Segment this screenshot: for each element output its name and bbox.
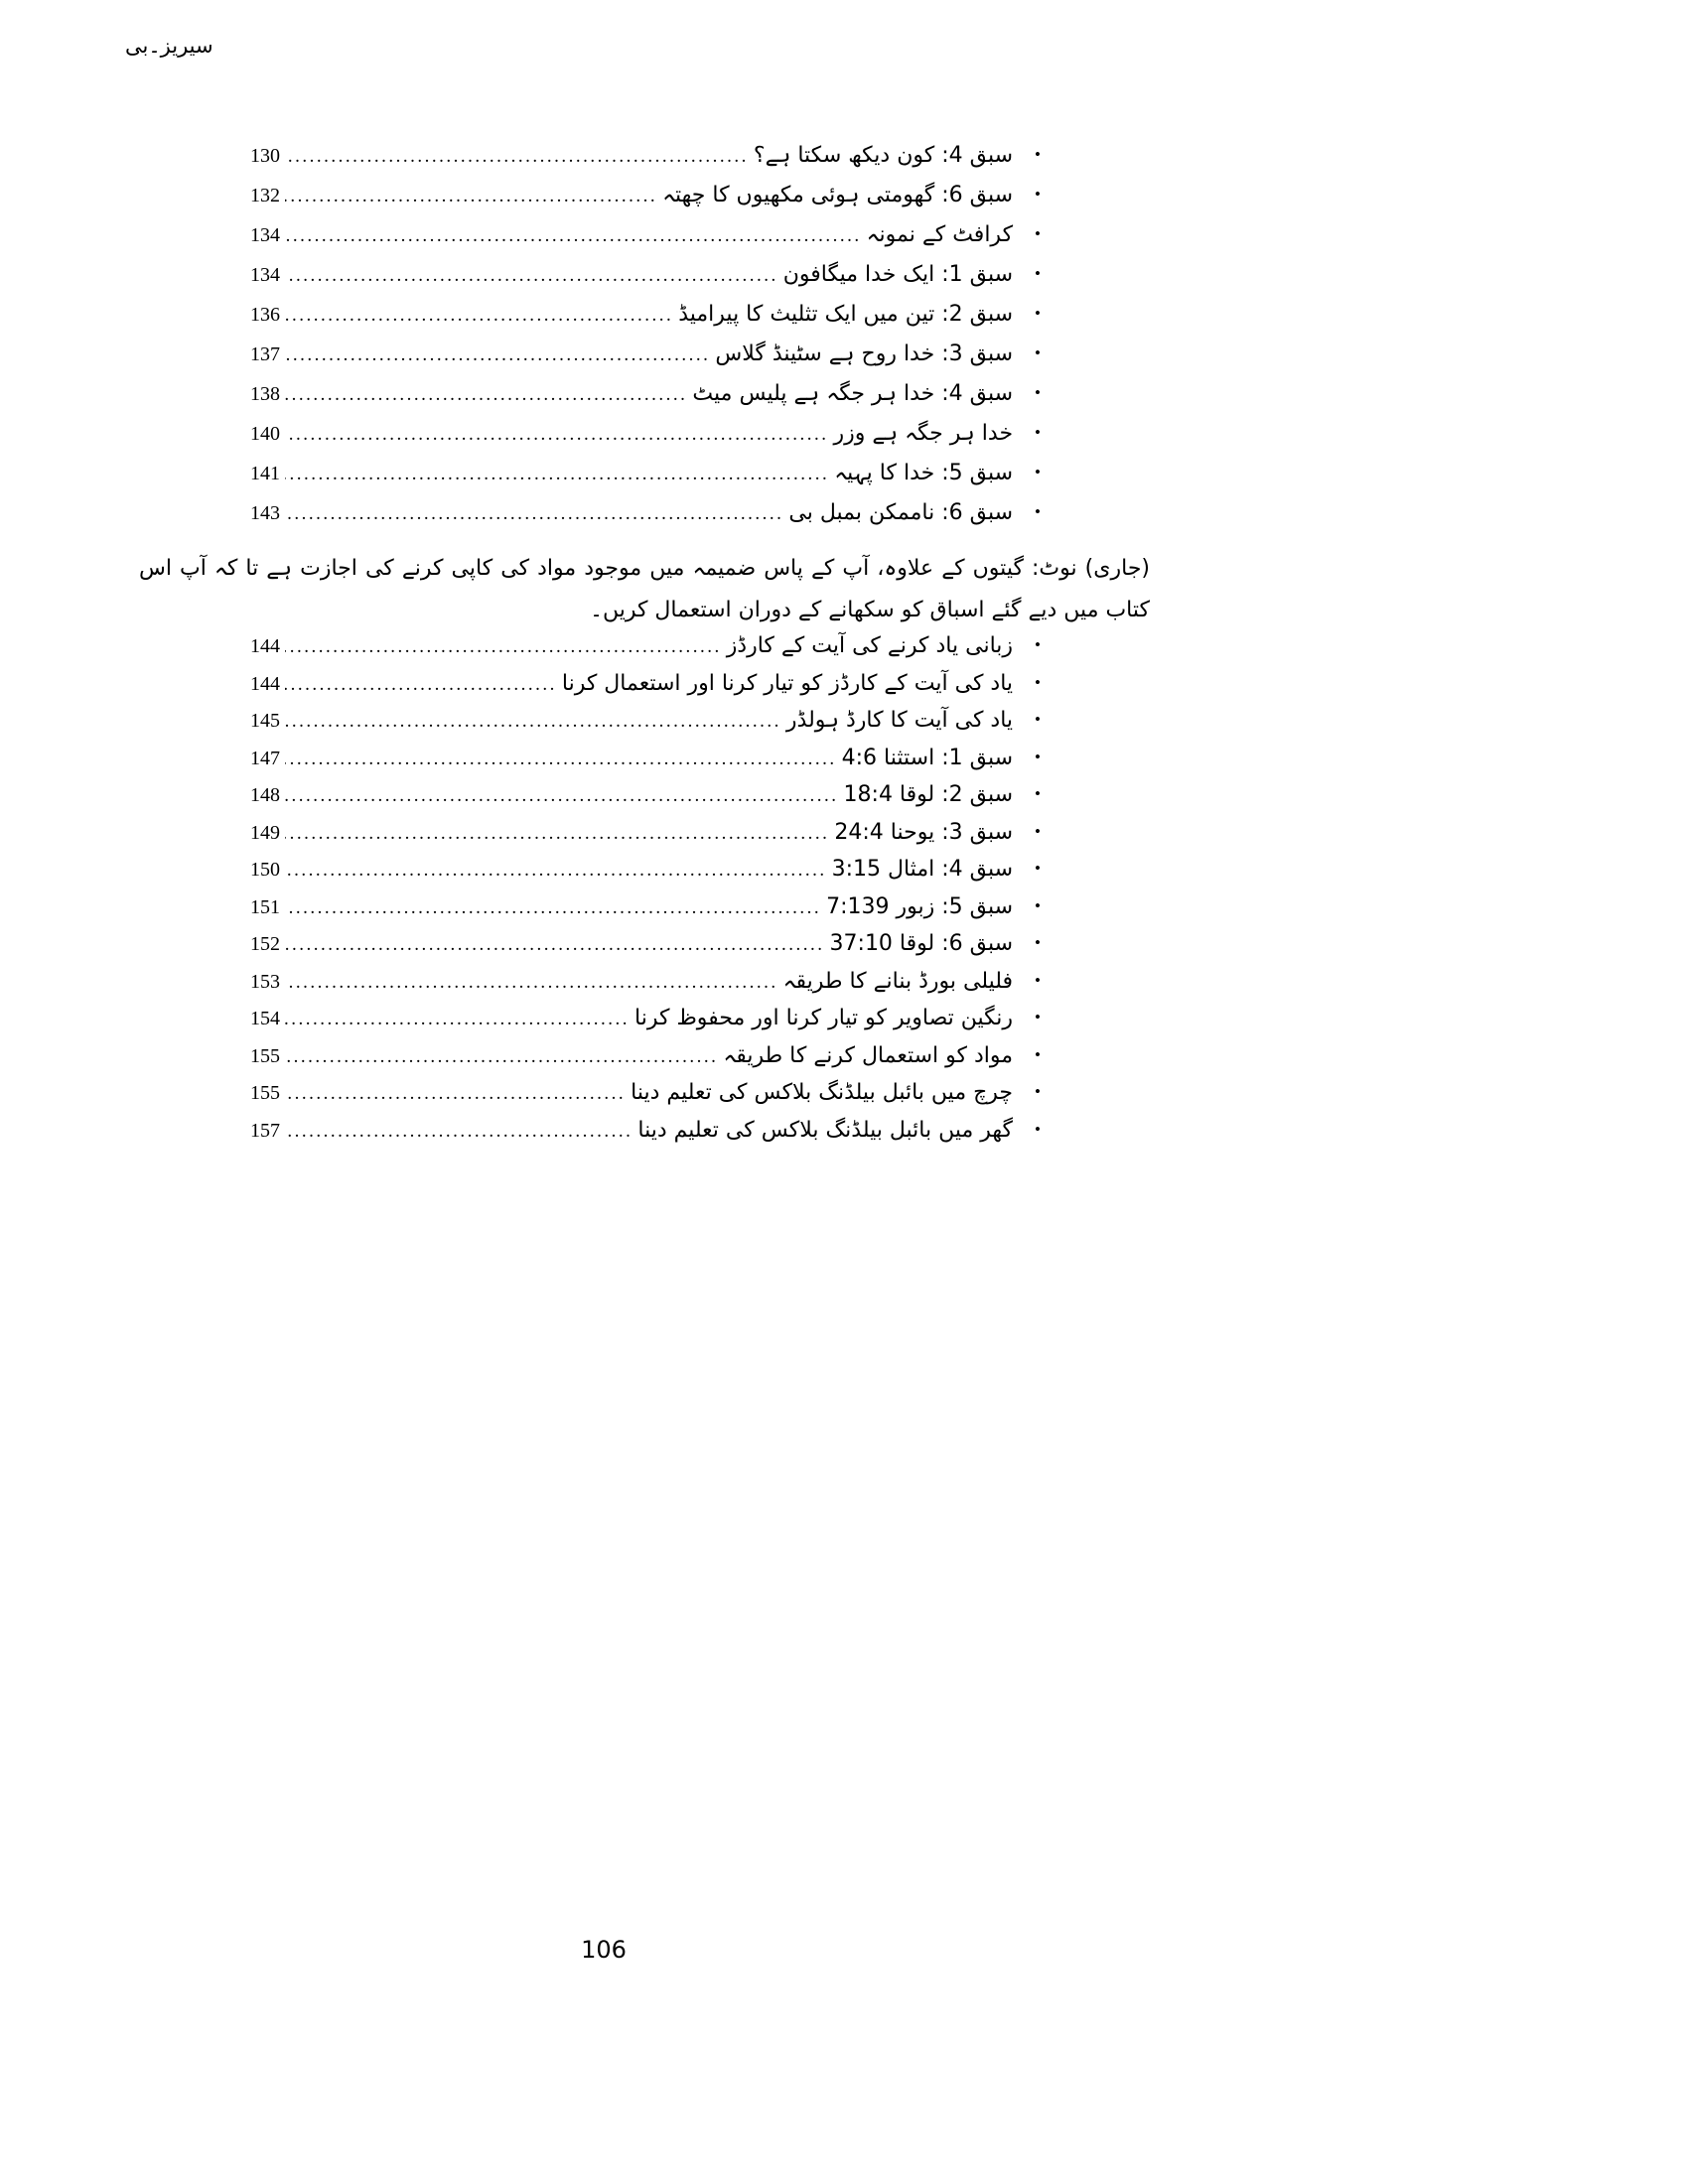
toc-entry [250, 1006, 1041, 1043]
toc-entry [250, 381, 1041, 421]
toc-entry [250, 857, 1041, 894]
toc-entry-page: 132 [250, 185, 280, 206]
bullet-icon: • [1035, 463, 1041, 481]
toc-entry-page: 134 [250, 224, 280, 246]
dot-leader [285, 1083, 626, 1105]
toc-entry-page: 150 [250, 859, 280, 881]
toc-entry-page: 151 [250, 895, 280, 918]
toc-entry-page: 134 [250, 264, 280, 286]
toc-entry-page: 143 [250, 502, 280, 524]
dot-leader [285, 823, 829, 845]
toc-block-1 [250, 143, 1041, 540]
bullet-icon: • [1035, 784, 1041, 803]
toc-entry [250, 262, 1041, 302]
dot-leader [285, 1046, 718, 1068]
toc-entry-page: 147 [250, 747, 280, 769]
toc-entry-label: سبق 2: لوقا 18:4 [843, 782, 1014, 807]
toc-entry [250, 183, 1041, 222]
toc-entry-label: گھر میں بائبل بیلڈنگ بلاکس کی تعلیم دینا [637, 1117, 1014, 1143]
bullet-icon: • [1035, 264, 1041, 283]
toc-entry-label: خدا ہر جگہ ہے وزر [833, 421, 1014, 446]
dot-leader [285, 186, 657, 207]
bullet-icon: • [1035, 635, 1041, 654]
bullet-icon: • [1035, 224, 1041, 243]
toc-entry [250, 1080, 1041, 1118]
bullet-icon: • [1035, 343, 1041, 362]
toc-entry [250, 143, 1041, 183]
dot-leader [285, 424, 828, 446]
bullet-icon: • [1035, 502, 1041, 521]
toc-entry-page: 141 [250, 463, 280, 484]
dot-leader [285, 749, 837, 770]
toc-entry-label: سبق 3: خدا روح ہے سٹینڈ گلاس [715, 341, 1014, 366]
toc-entry [250, 341, 1041, 381]
toc-entry [250, 633, 1041, 671]
dot-leader [285, 636, 722, 658]
dot-leader [285, 897, 821, 919]
toc-entry-label: سبق 1: ایک خدا میگافون [782, 262, 1014, 287]
toc-entry [250, 969, 1041, 1007]
toc-entry [250, 302, 1041, 341]
toc-entry-label: یاد کی آیت کے کارڈز کو تیار کرنا اور استعمال کرنا [561, 670, 1014, 696]
toc-entry-page: 136 [250, 304, 280, 326]
bullet-icon: • [1035, 821, 1041, 841]
dot-leader [285, 384, 687, 406]
continuation-note: (جاری) نوٹ: گیتوں کے علاوہ، آپ کے پاس ضمیمہ میں موجود مواد کی کاپی کرنے کی اجازت ہے تا کہ آپ اس کتاب میں دیے گئے اسباق کو سکھانے کے دوران استعمال کریں۔ [139, 556, 1150, 622]
toc-entry-page: 155 [250, 1082, 280, 1104]
dot-leader [285, 464, 829, 485]
toc-entry-label: سبق 5: زبور 7:139 [826, 893, 1014, 919]
bullet-icon: • [1035, 933, 1041, 952]
toc-entry [250, 820, 1041, 858]
toc-entry-label: سبق 5: خدا کا پہیہ [834, 461, 1014, 485]
toc-entry-label: سبق 4: خدا ہر جگہ ہے پلیس میٹ [692, 381, 1014, 406]
toc-entry-label: یاد کی آیت کا کارڈ ہولڈر [785, 708, 1014, 733]
bullet-icon: • [1035, 747, 1041, 766]
toc-entry [250, 931, 1041, 969]
bullet-icon: • [1035, 970, 1041, 990]
toc-entry-label: کرافٹ کے نمونہ [866, 222, 1014, 247]
bullet-icon: • [1035, 1082, 1041, 1101]
toc-entry-page: 144 [250, 672, 280, 695]
dot-leader [285, 860, 827, 882]
bullet-icon: • [1035, 710, 1041, 729]
toc-entry [250, 782, 1041, 820]
toc-entry-label: رنگین تصاویر کو تیار کرنا اور محفوظ کرنا [634, 1006, 1014, 1030]
bullet-icon: • [1035, 859, 1041, 878]
toc-entry-label: سبق 4: امثال 3:15 [831, 857, 1014, 882]
toc-entry-label: سبق 3: یوحنا 24:4 [834, 819, 1014, 845]
dot-leader [285, 305, 673, 327]
toc-entry [250, 894, 1041, 932]
toc-entry-page: 154 [250, 1008, 280, 1029]
bullet-icon: • [1035, 304, 1041, 323]
toc-entry-page: 152 [250, 933, 280, 955]
toc-entry [250, 746, 1041, 783]
toc-entry-page: 144 [250, 635, 280, 657]
toc-entry-label: چرچ میں بائبل بیلڈنگ بلاکس کی تعلیم دینا [631, 1080, 1014, 1105]
toc-entry-page: 140 [250, 423, 280, 445]
bullet-icon: • [1035, 1119, 1041, 1139]
toc-entry-label: سبق 6: ناممکن بمبل بی [788, 500, 1014, 525]
toc-entry [250, 671, 1041, 709]
dot-leader [285, 711, 781, 733]
dot-leader [285, 785, 839, 807]
toc-entry-label: فلیلی بورڈ بنانے کا طریقہ [782, 968, 1014, 994]
dot-leader [285, 225, 862, 247]
dot-leader [285, 344, 710, 366]
toc-entry-label: زبانی یاد کرنے کی آیت کے کارڈز [726, 633, 1014, 658]
toc-entry-page: 137 [250, 343, 280, 365]
toc-entry-page: 155 [250, 1044, 280, 1067]
bullet-icon: • [1035, 145, 1041, 164]
page-number-footer: 106 [581, 1936, 627, 1964]
toc-entry-label: مواد کو استعمال کرنے کا طریقہ [723, 1042, 1014, 1068]
toc-entry [250, 708, 1041, 746]
toc-entry-label: سبق 2: تین میں ایک تثلیث کا پیرامیڈ [678, 302, 1014, 327]
bullet-icon: • [1035, 1008, 1041, 1026]
toc-entry-page: 138 [250, 383, 280, 405]
toc-entry-page: 145 [250, 710, 280, 732]
bullet-icon: • [1035, 1044, 1041, 1064]
bullet-icon: • [1035, 383, 1041, 402]
dot-leader [285, 972, 778, 994]
toc-entry [250, 500, 1041, 540]
dot-leader [285, 503, 783, 525]
toc-entry-label: سبق 1: استثنا 4:6 [841, 745, 1014, 770]
dot-leader [285, 1121, 633, 1143]
toc-entry-label: سبق 6: گھومتی ہوئی مکھیوں کا چھتہ [662, 183, 1014, 207]
bullet-icon: • [1035, 423, 1041, 442]
dot-leader [285, 1009, 630, 1030]
toc-entry [250, 1043, 1041, 1081]
running-header: سیریز۔بی [125, 34, 213, 58]
dot-leader [285, 934, 825, 956]
toc-entry-page: 130 [250, 145, 280, 167]
dot-leader [285, 674, 557, 696]
bullet-icon: • [1035, 672, 1041, 692]
dot-leader [285, 265, 778, 287]
toc-entry-label: سبق 6: لوقا 37:10 [829, 931, 1014, 956]
toc-entry-page: 157 [250, 1119, 280, 1142]
toc-entry-page: 149 [250, 821, 280, 844]
toc-block-2 [250, 633, 1041, 1155]
toc-entry [250, 461, 1041, 500]
toc-entry [250, 1118, 1041, 1156]
toc-entry [250, 421, 1041, 461]
toc-entry [250, 222, 1041, 262]
bullet-icon: • [1035, 185, 1041, 204]
toc-entry-label: سبق 4: کون دیکھ سکتا ہے؟ [753, 143, 1014, 168]
dot-leader [285, 146, 749, 168]
bullet-icon: • [1035, 895, 1041, 915]
toc-entry-page: 153 [250, 970, 280, 993]
toc-entry-page: 148 [250, 784, 280, 806]
